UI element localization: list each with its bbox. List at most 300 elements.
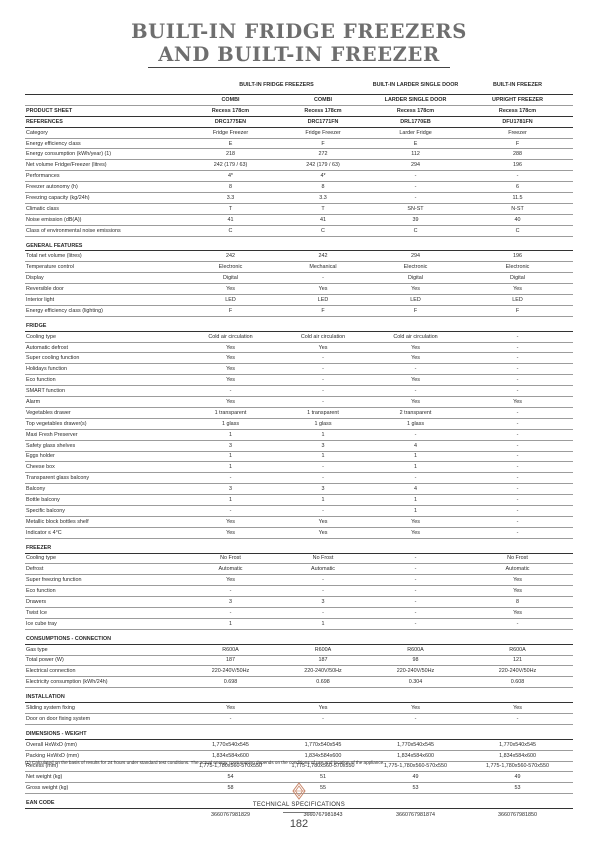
table-cell [369, 729, 462, 739]
table-row [25, 440, 573, 451]
section-row [25, 543, 573, 553]
table-row [25, 193, 573, 204]
table-cell: 51 [277, 772, 369, 783]
row-label: FRIDGE [25, 321, 184, 331]
table-cell: Yes [184, 353, 277, 364]
table-cell: 3 [277, 440, 369, 451]
table-row [25, 527, 573, 538]
table-cell: - [277, 607, 369, 618]
table-cell: R600A [462, 644, 573, 655]
table-cell: LED [184, 295, 277, 306]
table-cell [369, 241, 462, 251]
table-cell: 39 [369, 214, 462, 225]
table-row [25, 484, 573, 495]
table-row [25, 516, 573, 527]
table-cell: 98 [369, 655, 462, 666]
table-cell: - [184, 473, 277, 484]
table-cell: 3 [184, 484, 277, 495]
table-cell: 3 [184, 597, 277, 608]
table-cell: Digital [369, 273, 462, 284]
table-cell: Recess 178cm [277, 105, 369, 116]
table-cell [277, 321, 369, 331]
table-cell: 0.698 [277, 677, 369, 688]
table-cell: 41 [184, 214, 277, 225]
table-cell: F [184, 305, 277, 316]
table-row [25, 655, 573, 666]
table-cell: Freezer [462, 127, 573, 138]
row-label: Alarm [25, 397, 184, 408]
row-label: Packing HxWxD (mm) [25, 750, 184, 761]
row-label: Energy consumption (kWh/year) (1) [25, 149, 184, 160]
table-row [25, 273, 573, 284]
table-cell: 3 [277, 597, 369, 608]
table-cell: E [369, 138, 462, 149]
table-row [25, 225, 573, 236]
row-label: Eco function [25, 586, 184, 597]
table-cell: Yes [277, 703, 369, 714]
table-cell: F [462, 138, 573, 149]
table-cell: 4* [184, 171, 277, 182]
table-row [25, 597, 573, 608]
table-cell: 0.304 [369, 677, 462, 688]
row-label: Transparent glass balcony [25, 473, 184, 484]
section-row [25, 105, 573, 116]
table-row [25, 262, 573, 273]
table-cell: 294 [369, 160, 462, 171]
table-cell: 1,770x540x545 [462, 739, 573, 750]
row-label: Sliding system fixing [25, 703, 184, 714]
table-cell: 242 (179 / 63) [277, 160, 369, 171]
table-cell: 242 [184, 251, 277, 262]
type-header-col-1: COMBI [184, 95, 277, 106]
table-cell: 294 [369, 251, 462, 262]
table-cell: 1,775-1,780x560-570x550 [462, 761, 573, 772]
table-cell: 1 [277, 429, 369, 440]
table-cell [277, 729, 369, 739]
table-cell: - [277, 397, 369, 408]
group-header-freezer: BUILT-IN FREEZER [462, 77, 573, 95]
table-cell: 1 [184, 429, 277, 440]
table-cell: 1 glass [369, 418, 462, 429]
table-cell: Mechanical [277, 262, 369, 273]
table-cell: 218 [184, 149, 277, 160]
table-cell: F [277, 138, 369, 149]
row-label: Metallic block bottles shelf [25, 516, 184, 527]
row-label: Ice cube tray [25, 618, 184, 629]
table-row [25, 251, 573, 262]
table-cell: Yes [184, 284, 277, 295]
row-label: EAN CODE [25, 798, 184, 808]
table-cell: C [462, 225, 573, 236]
table-cell: 41 [277, 214, 369, 225]
table-cell: 40 [462, 214, 573, 225]
table-cell: 242 (179 / 63) [184, 160, 277, 171]
table-cell: Yes [462, 586, 573, 597]
table-cell: C [184, 225, 277, 236]
table-cell: - [277, 462, 369, 473]
table-row [25, 451, 573, 462]
page-number: 182 [289, 818, 309, 830]
row-label: Automatic defrost [25, 342, 184, 353]
table-cell: 1,834x584x600 [184, 750, 277, 761]
table-cell: 11.5 [462, 193, 573, 204]
type-header-col-2: COMBI [277, 95, 369, 106]
group-header-fridge-freezers: BUILT-IN FRIDGE FREEZERS [184, 77, 369, 95]
table-row [25, 182, 573, 193]
table-cell: C [369, 225, 462, 236]
title-line-1: BUILT-IN FRIDGE FREEZERS [131, 20, 467, 43]
table-cell: Yes [369, 375, 462, 386]
table-cell: - [462, 505, 573, 516]
table-row [25, 553, 573, 564]
table-cell: Cold air circulation [369, 331, 462, 342]
table-cell: 1 [184, 495, 277, 506]
table-cell: No Frost [277, 553, 369, 564]
table-cell [462, 692, 573, 702]
table-cell: 187 [184, 655, 277, 666]
table-cell: No Frost [184, 553, 277, 564]
table-cell: - [184, 505, 277, 516]
table-row [25, 677, 573, 688]
table-cell: - [462, 516, 573, 527]
table-cell: 1,770x540x545 [184, 739, 277, 750]
row-label: Overall HxWxD (mm) [25, 739, 184, 750]
table-cell: - [369, 575, 462, 586]
table-cell: - [369, 564, 462, 575]
table-cell: 1 [277, 495, 369, 506]
table-cell: Yes [462, 607, 573, 618]
table-cell [462, 634, 573, 644]
row-label: Top vegetables drawer(s) [25, 418, 184, 429]
table-type-header [25, 95, 573, 106]
table-cell: Yes [462, 575, 573, 586]
table-cell: - [462, 618, 573, 629]
table-cell: 54 [184, 772, 277, 783]
table-cell: Yes [184, 375, 277, 386]
row-label: Defrost [25, 564, 184, 575]
table-cell: 1,775-1,780x560-570x550 [369, 761, 462, 772]
table-row [25, 703, 573, 714]
table-cell: 220-240V/50Hz [184, 666, 277, 677]
table-cell: - [369, 364, 462, 375]
table-cell: Electronic [369, 262, 462, 273]
table-cell: 3 [184, 440, 277, 451]
table-cell: F [462, 305, 573, 316]
table-cell: 0.608 [462, 677, 573, 688]
table-cell: - [277, 505, 369, 516]
table-row [25, 331, 573, 342]
table-row [25, 429, 573, 440]
table-cell: 112 [369, 149, 462, 160]
section-row [25, 241, 573, 251]
table-cell: Yes [462, 703, 573, 714]
table-cell: 3.3 [277, 193, 369, 204]
table-cell: - [369, 429, 462, 440]
table-cell: Automatic [184, 564, 277, 575]
row-label: Safety glass shelves [25, 440, 184, 451]
table-cell: - [462, 429, 573, 440]
table-cell: Yes [184, 527, 277, 538]
table-cell: - [462, 713, 573, 724]
table-cell: LED [462, 295, 573, 306]
table-cell [462, 729, 573, 739]
table-row [25, 160, 573, 171]
table-cell: Digital [184, 273, 277, 284]
table-cell: Recess 178cm [184, 105, 277, 116]
table-cell: LED [369, 295, 462, 306]
table-cell: - [369, 182, 462, 193]
table-cell: - [462, 451, 573, 462]
table-row [25, 575, 573, 586]
table-cell: 1 glass [184, 418, 277, 429]
row-label: Eco function [25, 375, 184, 386]
row-label: SMART function [25, 386, 184, 397]
table-row [25, 495, 573, 506]
table-cell: LED [277, 295, 369, 306]
table-cell: Yes [184, 364, 277, 375]
row-label: Electricity consumption (kWh/24h) [25, 677, 184, 688]
row-label: Holidays function [25, 364, 184, 375]
row-label: Net volume Fridge/Freezer (litres) [25, 160, 184, 171]
row-label: Cooling type [25, 553, 184, 564]
table-cell: - [369, 713, 462, 724]
table-row [25, 473, 573, 484]
table-row [25, 586, 573, 597]
table-cell: - [277, 364, 369, 375]
table-cell: F [277, 305, 369, 316]
table-cell: - [184, 607, 277, 618]
table-row [25, 607, 573, 618]
table-cell: - [184, 713, 277, 724]
table-row [25, 203, 573, 214]
table-cell: DFU1781FN [462, 116, 573, 127]
type-header-col-4: UPRIGHT FREEZER [462, 95, 573, 106]
table-cell: Electronic [184, 262, 277, 273]
table-cell: 1 [277, 618, 369, 629]
table-cell: 3660767981829 [211, 812, 250, 819]
table-cell: Yes [369, 516, 462, 527]
table-cell: 220-240V/50Hz [369, 666, 462, 677]
table-cell [184, 729, 277, 739]
row-label: Eggs holder [25, 451, 184, 462]
table-cell: 1,770x540x545 [369, 739, 462, 750]
table-row [25, 397, 573, 408]
row-label: Super cooling function [25, 353, 184, 364]
row-label: CONSUMPTIONS - CONNECTION [25, 634, 184, 644]
table-cell: Yes [277, 516, 369, 527]
table-cell: Automatic [462, 564, 573, 575]
table-cell: Digital [462, 273, 573, 284]
table-row [25, 284, 573, 295]
table-cell: 0.698 [184, 677, 277, 688]
table-cell [277, 241, 369, 251]
section-row [25, 321, 573, 331]
table-cell: - [184, 586, 277, 597]
table-cell: - [462, 484, 573, 495]
table-cell: T [277, 203, 369, 214]
table-cell [184, 543, 277, 553]
table-cell [184, 321, 277, 331]
table-cell [184, 241, 277, 251]
table-cell [462, 321, 573, 331]
row-label: Gas type [25, 644, 184, 655]
table-row [25, 353, 573, 364]
row-label: Balcony [25, 484, 184, 495]
table-cell: N-ST [462, 203, 573, 214]
table-cell: 55 [277, 783, 369, 794]
table-cell: Yes [462, 284, 573, 295]
table-cell [369, 634, 462, 644]
table-cell: 4 [369, 484, 462, 495]
table-cell: Yes [184, 703, 277, 714]
table-cell: - [369, 193, 462, 204]
table-cell: 187 [277, 655, 369, 666]
section-row [25, 729, 573, 739]
table-cell: - [462, 171, 573, 182]
table-cell: T [184, 203, 277, 214]
table-cell: Yes [277, 284, 369, 295]
table-cell: Electronic [462, 262, 573, 273]
table-cell: 8 [184, 182, 277, 193]
table-cell: 1 [369, 495, 462, 506]
table-cell: 1 [184, 618, 277, 629]
table-row [25, 364, 573, 375]
table-cell: 220-240V/50Hz [277, 666, 369, 677]
table-cell: 1 [369, 462, 462, 473]
table-cell: - [369, 171, 462, 182]
table-cell: - [462, 407, 573, 418]
table-cell [184, 634, 277, 644]
table-cell: 53 [369, 783, 462, 794]
table-cell [277, 543, 369, 553]
table-cell: 1 transparent [277, 407, 369, 418]
table-cell: 1,834x584x600 [277, 750, 369, 761]
table-cell: - [277, 375, 369, 386]
row-label: Performances [25, 171, 184, 182]
table-cell: Cold air circulation [277, 331, 369, 342]
table-cell [184, 692, 277, 702]
table-cell: 196 [462, 251, 573, 262]
table-cell: Yes [369, 527, 462, 538]
table-cell: - [462, 386, 573, 397]
table-cell: R600A [369, 644, 462, 655]
table-cell: - [277, 273, 369, 284]
table-cell [369, 543, 462, 553]
table-cell: 1,775-1,780x560-570x550 [277, 761, 369, 772]
table-cell: - [462, 495, 573, 506]
row-label: PRODUCT SHEET [25, 105, 184, 116]
table-cell: 1 [277, 451, 369, 462]
table-cell: SN-ST [369, 203, 462, 214]
table-cell: - [369, 607, 462, 618]
table-row [25, 127, 573, 138]
table-row [25, 418, 573, 429]
table-cell: - [184, 386, 277, 397]
table-row [25, 739, 573, 750]
table-cell [462, 241, 573, 251]
table-cell: - [369, 386, 462, 397]
table-cell: - [462, 527, 573, 538]
table-cell: 196 [462, 160, 573, 171]
footnote: (1) Calculated on the basis of results for 24 hours under standard test conditions. The actual energy consumption depends on the conditions of use and location of the appliance. [25, 760, 385, 765]
type-header-blank [25, 95, 184, 106]
table-row [25, 375, 573, 386]
table-cell: - [462, 462, 573, 473]
row-label: Reversible door [25, 284, 184, 295]
table-row [25, 407, 573, 418]
table-cell [277, 692, 369, 702]
table-cell: - [277, 353, 369, 364]
table-cell: No Frost [462, 553, 573, 564]
table-cell: E [184, 138, 277, 149]
table-row [25, 462, 573, 473]
table-cell: 1 [369, 451, 462, 462]
table-cell: Yes [277, 527, 369, 538]
table-cell: 1 [184, 462, 277, 473]
table-cell: Cold air circulation [184, 331, 277, 342]
row-label: GENERAL FEATURES [25, 241, 184, 251]
table-cell: Yes [369, 703, 462, 714]
table-cell: 121 [462, 655, 573, 666]
table-row [25, 342, 573, 353]
row-label: Class of environmental noise emissions [25, 225, 184, 236]
table-cell: DRC1775EN [184, 116, 277, 127]
row-label: Net weight (kg) [25, 772, 184, 783]
type-header-col-3: LARDER SINGLE DOOR [369, 95, 462, 106]
table-cell: 4 [369, 440, 462, 451]
page-title [0, 20, 598, 66]
row-label: FREEZER [25, 543, 184, 553]
table-cell: 242 [277, 251, 369, 262]
header-blank [25, 77, 184, 95]
table-cell: - [462, 342, 573, 353]
table-row [25, 171, 573, 182]
row-label: Drawers [25, 597, 184, 608]
table-row [25, 305, 573, 316]
table-cell: Yes [184, 516, 277, 527]
table-cell [277, 634, 369, 644]
table-row [25, 713, 573, 724]
spec-table-body [25, 77, 573, 821]
row-label: Door on door fixing system [25, 713, 184, 724]
table-cell: 58 [184, 783, 277, 794]
table-cell: R600A [277, 644, 369, 655]
row-label: Temperature control [25, 262, 184, 273]
group-header-larder: BUILT-IN LARDER SINGLE DOOR [369, 77, 462, 95]
row-label: Maxi Fresh Preserver [25, 429, 184, 440]
table-cell: - [369, 553, 462, 564]
row-label: Interior light [25, 295, 184, 306]
table-cell: 1 transparent [184, 407, 277, 418]
table-cell: - [369, 618, 462, 629]
table-cell: Yes [369, 397, 462, 408]
table-cell: Recess 178cm [462, 105, 573, 116]
row-label: Noise emission (dB(A)) [25, 214, 184, 225]
table-cell: F [369, 305, 462, 316]
table-cell: Yes [184, 575, 277, 586]
table-cell: 272 [277, 149, 369, 160]
row-label: Twist Ice [25, 607, 184, 618]
table-row [25, 138, 573, 149]
row-label: Recess (mm) [25, 761, 184, 772]
table-cell: 288 [462, 149, 573, 160]
table-cell: Fridge Freezer [184, 127, 277, 138]
table-row [25, 295, 573, 306]
row-label: Display [25, 273, 184, 284]
spec-table [25, 77, 573, 821]
row-label: Super freezing function [25, 575, 184, 586]
table-cell [369, 321, 462, 331]
